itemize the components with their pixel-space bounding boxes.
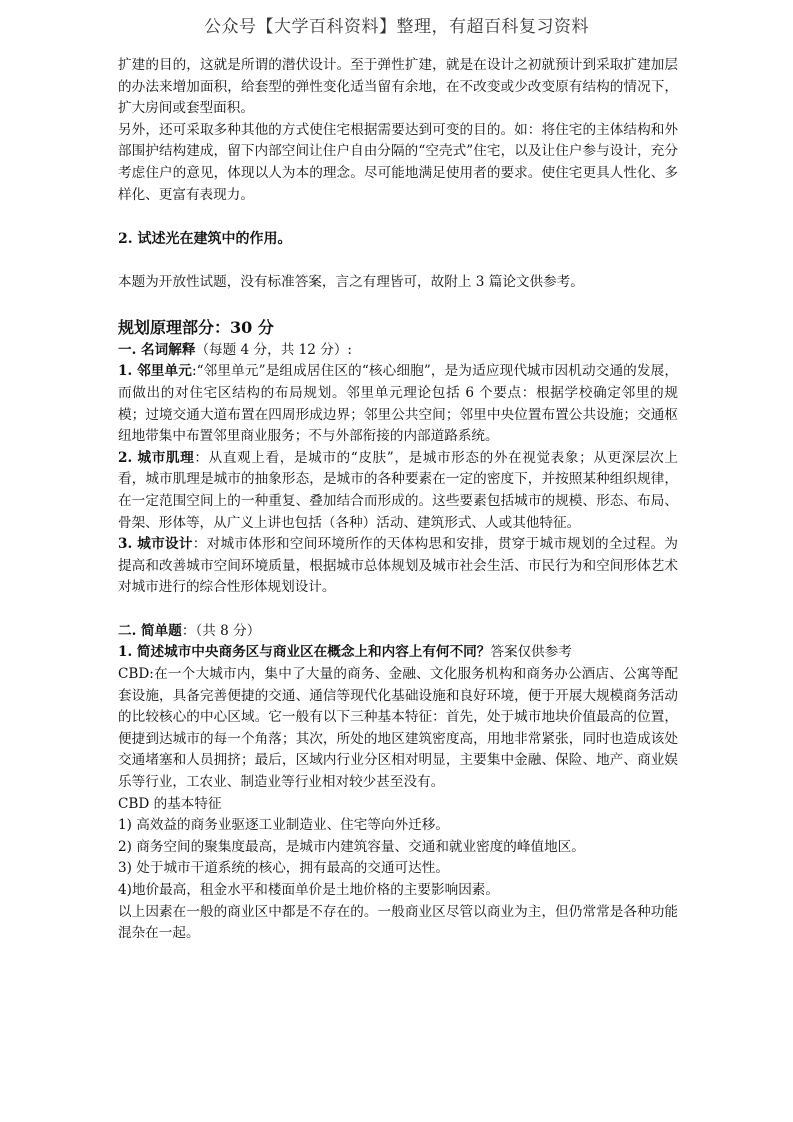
section-title: 规划原理部分：30 分 [118,317,274,337]
term: 1. 邻里单元 [118,363,192,380]
features-title: CBD 的基本特征 [118,795,222,812]
question-suffix: 答案仅供参考 [490,644,572,661]
question-title: 1. 简述城市中央商务区与商业区在概念上和内容上有何不同？ [118,644,491,661]
term: 2. 城市肌理 [118,449,195,466]
list-item: 1) 高效益的商务业驱逐工业制造业、住宅等向外迁移。 [118,817,449,834]
term-definition [118,448,678,534]
definition: ：对城市体形和空间环境所作的天体构思和安排，贯穿于城市规划的全过程。为提高和改善城市空间环境质量，根据城市总体规划及城市社会生活、市民行为和空间形体艺术对城市进行的综合性形体规划设计。 [118,536,678,596]
part-label: 一. 名词解释 [118,341,196,358]
features-list [118,815,678,901]
conclusion-paragraph: 以上因素在一般的商业区中都是不存在的。一般商业区尽管以商业为主，但仍常常是各种功能混杂在一起。 [118,903,678,942]
term-definition [118,534,678,599]
part-note: ：（共 8 分） [181,622,261,639]
list-item: 3) 处于城市干道系统的核心，拥有最高的交通可达性。 [118,860,449,877]
page-header: 公众号【大学百科资料】整理，有超百科复习资料 [204,17,589,37]
term: 3. 城市设计 [118,536,193,553]
definition: :“邻里单元”是组成居住区的“核心细胞”，是为适应现代城市因机动交通的发展，而做出的对住宅区结构的布局规划。邻里单元理论包括 6 个要点：根据学校确定邻里的规模；过境交通大道布置在四周形成边界；邻里公共空间；邻里中央位置布置公共设施；交通枢纽地带集中布置邻里商业服务；不与外部衔接的内部道路系统。 [118,363,678,445]
term-definition [118,361,678,447]
part-heading [118,340,678,362]
document-body [118,55,678,945]
part-note: （每题 4 分，共 12 分）: [195,341,352,358]
cbd-paragraph: CBD:在一个大城市内，集中了大量的商务、金融、文化服务机构和商务办公酒店、公寓等配套设施，具备完善便捷的交通、通信等现代化基础设施和良好环境，便于开展大规模商务活动的比较核心的中心区域。它一般有以下三种基本特征：首先，处于城市地块价值最高的位置，便捷到达城市的每一个角落；其次，所处的地区建筑密度高，用地非常紧张，同时也造成该处交通堵塞和人员拥挤；最后，区域内行业分区相对明显，主要集中金融、保险、地产、商业娱乐等行业，工农业、制造业等行业相对较少甚至没有。 [118,666,678,791]
paragraph: 扩建的目的，这就是所谓的潜伏设计。至于弹性扩建，就是在设计之初就预计到采取扩建加层的办法来增加面积，给套型的弹性变化适当留有余地，在不改变或少改变原有结构的情况下，扩大房间或套型面积。 [118,57,678,117]
list-item: 4)地价最高，租金水平和楼面单价是土地价格的主要影响因素。 [118,882,499,898]
definition: ：从直观上看，是城市的“皮肤”，是城市形态的外在视觉表象；从更深层次上看，城市肌理是城市的抽象形态，是城市的各种要素在一定的密度下，并按照某种组织规律，在一定范围空间上的一种重复、叠加结合而形成的。这些要素包括城市的规模、形态、布局、骨架、形体等，从广义上讲也包括（各种）活动、建筑形式、人或其他特征。 [118,449,678,531]
paragraph: 另外，还可采取多种其他的方式使住宅根据需要达到可变的目的。如：将住宅的主体结构和外部围护结构建成，留下内部空间让住户自由分隔的“空壳式”住宅，以及让住户参与设计，充分考虑住户的意见，体现以人为本的理念。尽可能地满足使用者的要求。使住宅更具人性化、多样化、更富有表现力。 [118,121,678,203]
answer-paragraph: 本题为开放性试题，没有标准答案，言之有理皆可，故附上 3 篇论文供参考。 [118,274,584,291]
question-line [118,642,678,664]
part-label: 二. 简单题 [118,622,182,639]
question-title: 2. 试述光在建筑中的作用。 [118,231,292,248]
list-item: 2) 商务空间的聚集度最高，是城市内建筑容量、交通和就业密度的峰值地区。 [118,838,585,855]
part-heading [118,621,678,643]
